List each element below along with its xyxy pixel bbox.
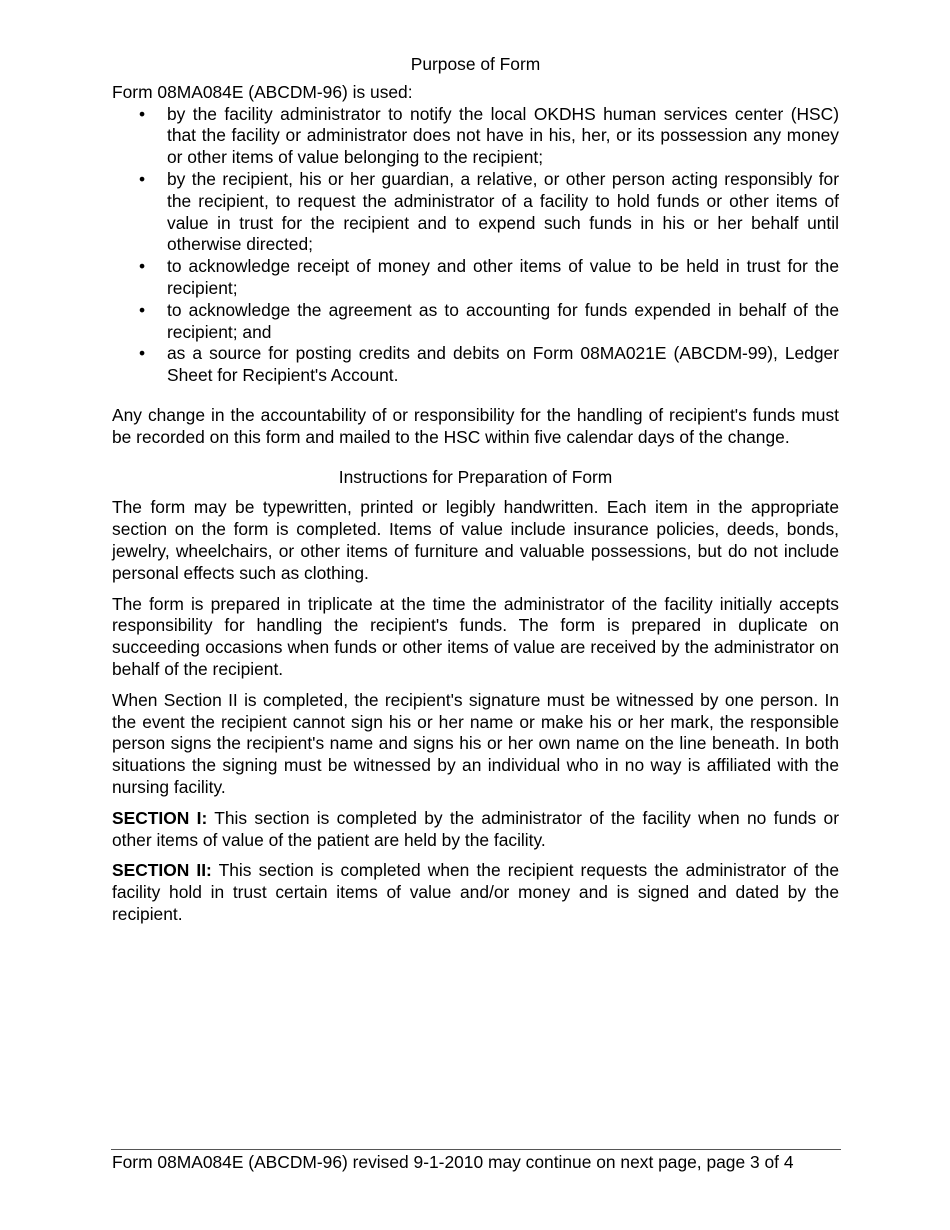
- usage-bullet-list: [112, 104, 839, 387]
- section-one-label: SECTION I:: [112, 807, 208, 828]
- footer-text: Form 08MA084E (ABCDM-96) revised 9-1-2010 may continue on next page, page 3 of 4: [112, 1152, 794, 1172]
- list-item-text: to acknowledge the agreement as to accounting for funds expended in behalf of the recipient; and: [167, 299, 839, 342]
- list-item-text: by the facility administrator to notify the local OKDHS human services center (HSC) that the facility or administrator does not have in his, her, or its possession any money or other items of value belonging to the recipient;: [167, 103, 839, 168]
- heading-purpose-of-form: Purpose of Form: [410, 54, 541, 74]
- section-two-text: This section is completed when the recipient requests the administrator of the facility hold in trust certain items of value and/or money and is signed and dated by the recipient.: [112, 860, 840, 924]
- paragraph-typewritten: The form may be typewritten, printed or legibly handwritten. Each item in the appropriate section on the form is completed. Items of value include insurance policies, deeds, bonds, jewelry, wheelchairs, or other items of furniture and valuable possessions, but do not include personal effects such as clothing.: [112, 497, 839, 583]
- list-item: [112, 256, 839, 300]
- section-one-text: This section is completed by the administrator of the facility when no funds or other items of value of the patient are held by the facility.: [112, 807, 839, 850]
- list-item-text: as a source for posting credits and debits on Form 08MA021E (ABCDM-99), Ledger Sheet for Recipient's Account.: [167, 343, 839, 386]
- bullet-icon: •: [139, 299, 146, 320]
- section-two-label: SECTION II:: [112, 860, 212, 881]
- document-page: [112, 54, 839, 926]
- heading-instructions: Instructions for Preparation of Form: [338, 466, 613, 487]
- list-item: [112, 300, 839, 344]
- bullet-icon: •: [139, 343, 146, 364]
- list-item: [112, 104, 839, 169]
- list-item: [112, 343, 839, 387]
- bullet-icon: •: [139, 256, 146, 277]
- intro-line: Form 08MA084E (ABCDM-96) is used:: [112, 81, 413, 102]
- section-one-paragraph: [112, 808, 839, 852]
- change-paragraph: Any change in the accountability of or responsibility for the handling of recipient's funds must be recorded on this form and mailed to the HSC within five calendar days of the change.: [112, 404, 839, 447]
- list-item-text: by the recipient, his or her guardian, a relative, or other person acting responsibly for the recipient, to request the administrator of a facility to hold funds or other items of value in trust for the recipient and to expend such funds in his or her behalf until otherwise directed;: [167, 168, 839, 255]
- section-two-paragraph: [112, 860, 839, 925]
- footer-divider: [111, 1149, 841, 1150]
- list-item: [112, 169, 839, 256]
- bullet-icon: •: [139, 103, 146, 124]
- bullet-icon: •: [139, 168, 146, 189]
- paragraph-section-two-signature: When Section II is completed, the recipient's signature must be witnessed by one person. In the event the recipient cannot sign his or her name or make his or her mark, the responsible person signs the recipient's name and signs his or her own name on the line beneath. In both situations the signing must be witnessed by an individual who in no way is affiliated with the nursing facility.: [112, 689, 839, 797]
- list-item-text: to acknowledge receipt of money and other items of value to be held in trust for the recipient;: [167, 256, 839, 298]
- paragraph-triplicate: The form is prepared in triplicate at the time the administrator of the facility initially accepts responsibility for handling the recipient's funds. The form is prepared in duplicate on succeeding occasions when funds or other items of value are received by the administrator on behalf of the recipient.: [112, 593, 839, 679]
